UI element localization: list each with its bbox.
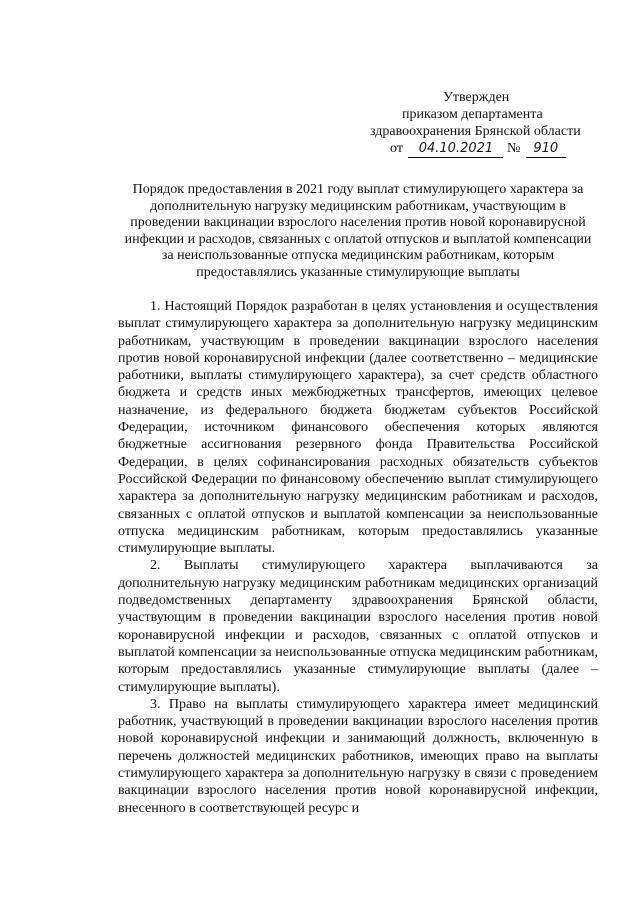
- approval-date-number-line: [390, 140, 590, 158]
- handwritten-number: 910: [526, 140, 566, 158]
- paragraph-1: 1. Настоящий Порядок разработан в целях установления и осуществления выплат стимулирующего характера за дополнительную нагрузку медицинским работникам, участвующим в проведении вакцинации взрослого населения против новой коронавирусной инфекции (далее соответственно – медицинские работники, выплаты стимулирующего характера), за счет средств областного бюджета и средств иных межбюджетных трансфертов, имеющих целевое назначение, из федерального бюджета бюджетам субъектов Российской Федерации, источником финансового обеспечения которых являются бюджетные ассигнования резервного фонда Правительства Российской Федерации, в целях софинансирования расходных обязательств субъектов Российской Федерации по финансовому обеспечению выплат стимулирующего характера за дополнительную нагрузку медицинским работникам и расходов, связанных с оплатой отпусков и выплатой компенсации за неиспользованные отпуска медицинским работникам, которым предоставлялись указанные стимулирующие выплаты.: [118, 299, 598, 557]
- paragraph-2: 2. Выплаты стимулирующего характера выплачиваются за дополнительную нагрузку медицинским работникам медицинских организаций подведомственных департаменту здравоохранения Брянской области, участвующим в проведении вакцинации взрослого населения против новой коронавирусной инфекции и расходов, связанных с оплатой отпусков и выплатой компенсации за неиспользованные отпуска медицинским работникам, которым предоставлялись указанные стимулирующие выплаты (далее – стимулирующие выплаты).: [118, 558, 598, 695]
- paragraph-3: 3. Право на выплаты стимулирующего характера имеет медицинский работник, участвующий в проведении вакцинации взрослого населения против новой коронавирусной инфекции и занимающий должность, включенную в перечень должностей медицинских работников, имеющих право на выплаты стимулирующего характера за дополнительную нагрузку в связи с проведением вакцинации взрослого населения против новой коронавирусной инфекции, внесенного в соответствующей ресурс и: [118, 696, 598, 816]
- approval-line-approved: Утвержден: [443, 90, 510, 105]
- handwritten-date: 04.10.2021: [408, 140, 503, 158]
- approval-line-department: здравоохранения Брянской области: [370, 124, 581, 139]
- document-title: Порядок предоставления в 2021 году выплат стимулирующего характера за дополнительную нагрузку медицинским работникам, участвующим в проведении вакцинации взрослого населения против новой коронавирусной инфекции и расходов, связанных с оплатой отпусков и выплатой компенсации за неиспользованные отпуска медицинским работникам, которым предоставлялись указанные стимулирующие выплаты: [124, 182, 592, 280]
- number-prefix: №: [506, 141, 521, 156]
- approval-line-order: приказом департамента: [402, 107, 543, 122]
- date-prefix: от: [390, 141, 403, 156]
- document-body: [118, 298, 598, 817]
- approval-stamp-block: [370, 89, 590, 158]
